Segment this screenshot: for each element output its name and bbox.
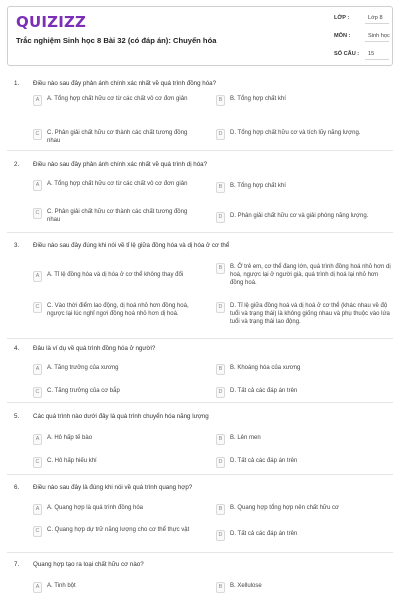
question-text: Đâu là ví dụ về quá trình đồng hóa ở người? xyxy=(33,345,156,352)
option-letter-badge: C xyxy=(33,387,42,398)
option-text: B. Ở trẻ em, cơ thể đang lớn, quá trình đồng hoá nhỏ hơn dị hoá, ngược lại ở người già, quá trình dị hoá lại nhỏ hơn đồng hoá. xyxy=(230,264,391,286)
option-letter-badge: A xyxy=(33,271,42,282)
option-letter-badge: C xyxy=(33,526,42,537)
option-letter-badge: A xyxy=(33,582,42,593)
option-letter-badge: D xyxy=(216,457,225,468)
option-letter-badge: B xyxy=(216,95,225,106)
option-text: C. Vào thời điểm lao động, dị hoá nhỏ hơn đồng hoá, ngược lại lúc nghỉ ngơi đồng hoá nhỏ hơn dị hoá. xyxy=(47,303,189,317)
option-letter-badge: B xyxy=(216,182,225,193)
question-text: Điều nào sau đây phản ánh chính xác nhất về quá trình đồng hóa? xyxy=(33,80,217,87)
question-number: 7. xyxy=(14,561,20,568)
option-text: A. Tổng hợp chất hữu cơ từ các chất vô cơ đơn giản xyxy=(47,181,188,187)
option-text: D. Tất cả các đáp án trên xyxy=(230,458,298,464)
question-divider xyxy=(7,474,393,475)
meta-key: MÔN : xyxy=(334,33,351,39)
option-letter-badge: A xyxy=(33,504,42,515)
option-letter-badge: C xyxy=(33,129,42,140)
option-text: D. Tất cả các đáp án trên xyxy=(230,531,298,537)
option-text: C. Phân giải chất hữu cơ thành các chất tương đồng nhau xyxy=(47,209,188,223)
meta-row-count xyxy=(330,45,393,63)
page-title: Trắc nghiệm Sinh học 8 Bài 32 (có đáp án): Chuyển hóa xyxy=(16,36,217,45)
option-letter-badge: C xyxy=(33,457,42,468)
meta-key: LỚP : xyxy=(334,15,350,21)
option-text: B. Tổng hợp chất khí xyxy=(230,183,286,189)
quizizz-logo: QUIZIZZ xyxy=(16,13,87,31)
option-text: C. Quang hợp dự trữ năng lượng cho cơ thể thực vật xyxy=(47,527,190,533)
option-text: A. Tăng trưởng của xương xyxy=(47,365,119,371)
option-letter-badge: B xyxy=(216,582,225,593)
question-text: Điều nào sau đây đúng khi nói về tỉ lệ giữa đồng hóa và dị hóa ở cơ thể xyxy=(33,242,230,249)
option-text: B. Tổng hợp chất khí xyxy=(230,96,286,102)
option-text: B. Lên men xyxy=(230,435,261,441)
question-divider xyxy=(7,232,393,233)
question-number: 1. xyxy=(14,80,20,87)
question-text: Các quá trình nào dưới đây là quá trình chuyển hóa năng lượng xyxy=(33,413,209,420)
option-letter-badge: A xyxy=(33,364,42,375)
question-text: Quang hợp tạo ra loại chất hữu cơ nào? xyxy=(33,561,144,568)
meta-key: SỐ CÂU : xyxy=(334,51,360,57)
meta-value: Lớp 8 xyxy=(368,15,383,21)
question-divider xyxy=(7,402,393,403)
question-divider xyxy=(7,150,393,151)
option-letter-badge: A xyxy=(33,95,42,106)
question-divider xyxy=(7,338,393,339)
option-text: A. Quang hợp là quá trình đồng hóa xyxy=(47,505,144,511)
option-text: B. Xellulose xyxy=(230,583,262,589)
option-letter-badge: B xyxy=(216,504,225,515)
meta-row-subject xyxy=(330,27,393,45)
option-text: C. Hô hấp hiếu khí xyxy=(47,458,97,464)
option-text: A. Tổng hợp chất hữu cơ từ các chất vô cơ đơn giản xyxy=(47,96,188,102)
option-letter-badge: A xyxy=(33,434,42,445)
meta-panel xyxy=(330,7,393,65)
option-letter-badge: B xyxy=(216,263,225,274)
meta-row-class xyxy=(330,9,393,27)
meta-underline xyxy=(365,59,389,60)
option-letter-badge: A xyxy=(33,180,42,191)
option-letter-badge: C xyxy=(33,208,42,219)
question-number: 2. xyxy=(14,161,20,168)
option-letter-badge: B xyxy=(216,364,225,375)
option-letter-badge: D xyxy=(216,302,225,313)
option-text: D. Phân giải chất hữu cơ và giải phóng năng lượng. xyxy=(230,213,369,219)
meta-value: Sinh học xyxy=(368,33,390,39)
option-text: C. Tăng trưởng của cơ bắp xyxy=(47,388,120,394)
question-text: Điều nào sau đây là đúng khi nói về quá trình quang hợp? xyxy=(33,484,193,491)
option-letter-badge: D xyxy=(216,387,225,398)
option-text: A. Tỉ lệ đồng hóa và dị hóa ở cơ thể không thay đổi xyxy=(47,272,184,278)
option-text: D. Tỉ lệ giữa đồng hoá và dị hoá ở cơ thể (khác nhau về độ tuổi và trạng thái) là không giống nhau và phụ thuộc vào lứa tuổi và trạng thái lao động. xyxy=(230,303,390,325)
option-text: B. Quang hợp tổng hợp nên chất hữu cơ xyxy=(230,505,339,511)
option-text: A. Tinh bột xyxy=(47,583,76,589)
meta-underline xyxy=(365,41,389,42)
question-number: 3. xyxy=(14,242,20,249)
option-text: D. Tất cả các đáp án trên xyxy=(230,388,298,394)
option-text: D. Tổng hợp chất hữu cơ và tích lũy năng lượng. xyxy=(230,130,361,136)
option-letter-badge: D xyxy=(216,212,225,223)
option-text: B. Khoáng hóa của xương xyxy=(230,365,301,371)
question-text: Điều nào sau đây phản ánh chính xác nhất về quá trình dị hóa? xyxy=(33,161,208,168)
option-letter-badge: D xyxy=(216,129,225,140)
option-text: C. Phân giải chất hữu cơ thành các chất tương đồng nhau xyxy=(47,130,188,144)
option-letter-badge: D xyxy=(216,530,225,541)
question-divider xyxy=(7,552,393,553)
meta-value: 15 xyxy=(368,51,375,57)
question-number: 4. xyxy=(14,345,20,352)
option-letter-badge: B xyxy=(216,434,225,445)
option-letter-badge: C xyxy=(33,302,42,313)
header-box xyxy=(7,6,393,66)
meta-underline xyxy=(365,23,389,24)
question-number: 6. xyxy=(14,484,20,491)
question-number: 5. xyxy=(14,413,20,420)
option-text: A. Hô hấp tế bào xyxy=(47,435,93,441)
